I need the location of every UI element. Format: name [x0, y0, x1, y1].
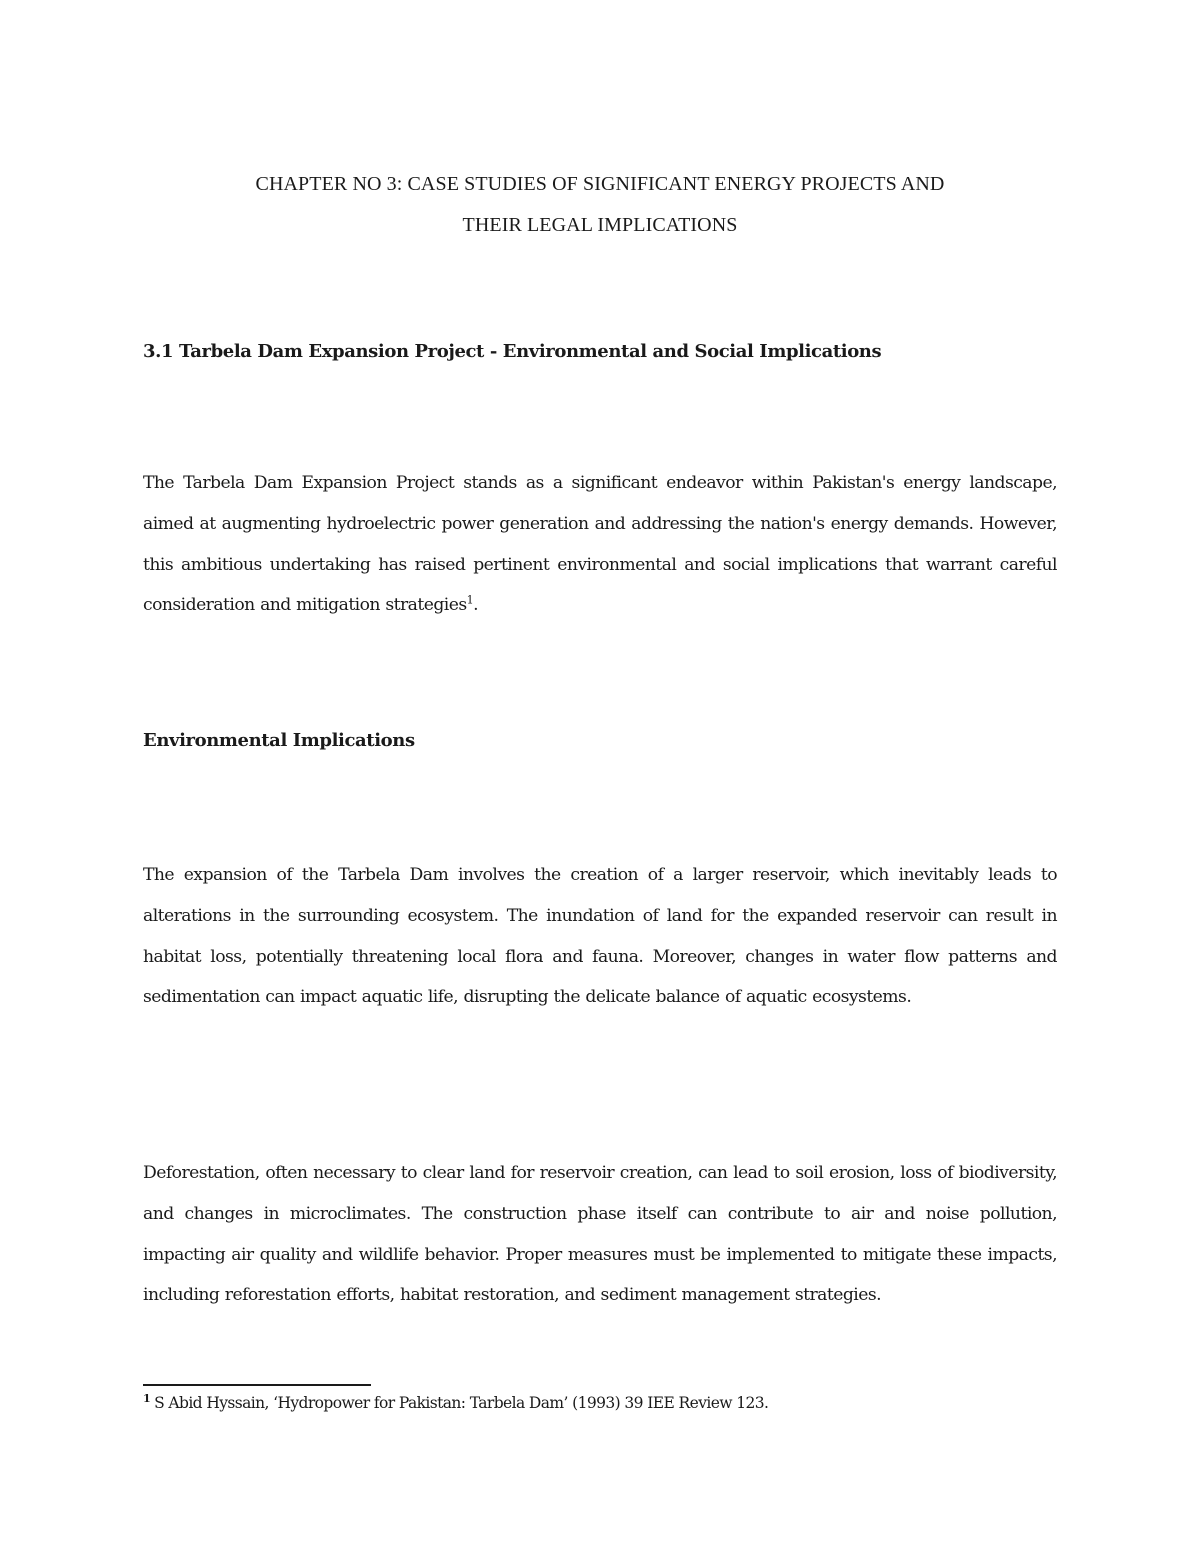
chapter-title-line-1: CHAPTER NO 3: CASE STUDIES OF SIGNIFICANT ENERGY PROJECTS AND — [255, 173, 945, 195]
chapter-title — [120, 164, 1080, 246]
section-heading: 3.1 Tarbela Dam Expansion Project - Environmental and Social Implications — [143, 341, 882, 362]
footnote-reference: 1 — [466, 593, 474, 607]
chapter-title-line-2: THEIR LEGAL IMPLICATIONS — [462, 214, 738, 236]
footnote-number: 1 — [143, 1391, 151, 1405]
environmental-heading: Environmental Implications — [143, 730, 415, 751]
footnote-divider — [143, 1384, 371, 1386]
intro-paragraph-end: . — [473, 595, 478, 616]
intro-paragraph — [143, 463, 1057, 626]
environmental-paragraph-1: The expansion of the Tarbela Dam involves the creation of a larger reservoir, which inevitably leads to alterations in the surrounding ecosystem. The inundation of land for the expanded reservoir can result in habitat loss, potentially threatening local flora and fauna. Moreover, changes in water flow patterns and sedimentation can impact aquatic life, disrupting the delicate balance of aquatic ecosystems. — [143, 865, 1057, 1008]
environmental-paragraph-2: Deforestation, often necessary to clear land for reservoir creation, can lead to soil erosion, loss of biodiversity, and changes in microclimates. The construction phase itself can contribute to air and noise pollution, impacting air quality and wildlife behavior. Proper measures must be implemented to mitigate these impacts, including reforestation efforts, habitat restoration, and sediment management strategies. — [143, 1163, 1057, 1306]
footnote — [143, 1392, 1063, 1414]
intro-paragraph-text: The Tarbela Dam Expansion Project stands as a significant endeavor within Pakistan's energy landscape, aimed at augmenting hydroelectric power generation and addressing the nation's energy demands. However, this ambitious undertaking has raised pertinent environmental and social implications that warrant careful consideration and mitigation strategies — [143, 473, 1057, 616]
footnote-text: S Abid Hyssain, ‘Hydropower for Pakistan: Tarbela Dam’ (1993) 39 IEE Review 123. — [154, 1394, 769, 1412]
